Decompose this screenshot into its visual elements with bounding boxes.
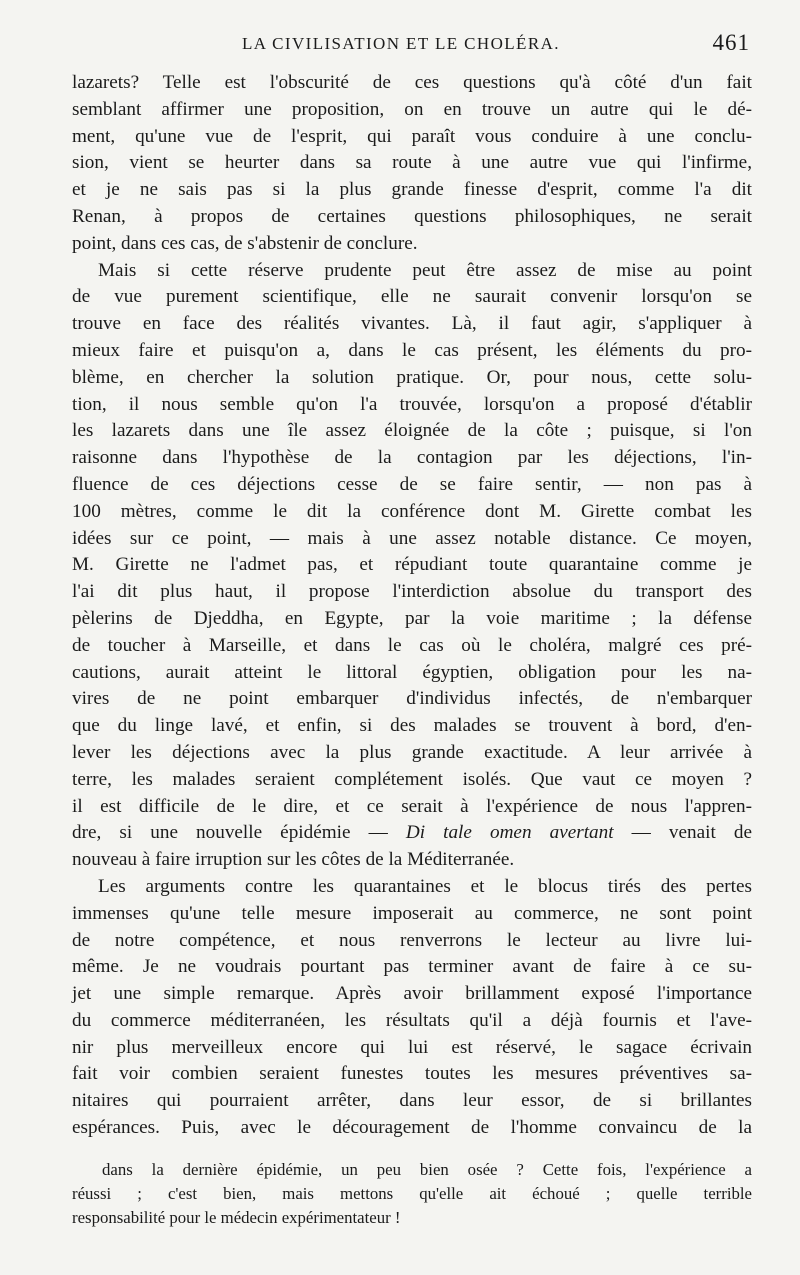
text-line: blème, en chercher la solution pratique. Or, pour nous, cette solu- xyxy=(72,366,752,388)
text-line: sion, vient se heurter dans sa route à une autre vue qui l'infirme, xyxy=(72,152,752,174)
text-line: même. Je ne voudrais pourtant pas terminer avant de faire à ce su- xyxy=(72,956,752,978)
text-line: 100 mètres, comme le dit la conférence dont M. Girette combat les xyxy=(72,500,752,522)
footnote-line: dans la dernière épidémie, un peu bien osée ? Cette fois, l'expérience a xyxy=(102,1160,752,1179)
text-line: que du linge lavé, et enfin, si des malades se trouvent à bord, d'en- xyxy=(72,715,752,737)
text-line: fait voir combien seraient funestes toutes les mesures préventives sa- xyxy=(72,1063,752,1085)
text-line: ment, qu'une vue de l'esprit, qui paraît vous conduire à une conclu- xyxy=(72,125,752,147)
text-line: les lazarets dans une île assez éloignée de la côte ; puisque, si l'on xyxy=(72,420,752,442)
text-line: terre, les malades seraient complétement isolés. Que vaut ce moyen ? xyxy=(72,768,752,790)
latin-phrase: Di tale omen avertant xyxy=(405,822,614,844)
text-line: de vue purement scientifique, elle ne saurait convenir lorsqu'on se xyxy=(72,286,752,308)
text-line: semblant affirmer une proposition, on en trouve un autre qui le dé- xyxy=(72,98,752,120)
text-line: Mais si cette réserve prudente peut être assez de mise au point xyxy=(98,259,752,281)
text-line: fluence de ces déjections cesse de se faire sentir, — non pas à xyxy=(72,473,752,495)
text-line: nir plus merveilleux encore qui lui est réservé, le sagace écrivain xyxy=(72,1036,752,1058)
text-line: raisonne dans l'hypothèse de la contagion par les déjections, l'in- xyxy=(72,447,752,469)
text-line: espérances. Puis, avec le découragement de l'homme convaincu de la xyxy=(72,1117,752,1139)
footnote xyxy=(72,1158,752,1230)
text-line: cautions, aurait atteint le littoral égyptien, obligation pour les na- xyxy=(72,661,752,683)
text-line: dre, si une nouvelle épidémie — Di tale omen avertant — venait de xyxy=(72,822,752,844)
text-line: il est difficile de le dire, et ce serait à l'expérience de nous l'appren- xyxy=(72,795,752,817)
footnote-line: réussi ; c'est bien, mais mettons qu'elle ait échoué ; quelle terrible xyxy=(72,1184,752,1203)
text-line: Renan, à propos de certaines questions philosophiques, ne serait xyxy=(72,205,752,227)
text-line: de toucher à Marseille, et dans le cas où le choléra, malgré ces pré- xyxy=(72,634,752,656)
text-line: tion, il nous semble qu'on l'a trouvée, lorsqu'on a proposé d'établir xyxy=(72,393,752,415)
text-line: et je ne sais pas si la plus grande finesse d'esprit, comme l'a dit xyxy=(72,179,752,201)
text-line: immenses qu'une telle mesure imposerait au commerce, ne sont point xyxy=(72,902,752,924)
text-line: point, dans ces cas, de s'abstenir de conclure. xyxy=(72,232,418,254)
text-line: de notre compétence, et nous renverrons le lecteur au livre lui- xyxy=(72,929,752,951)
text-line: idées sur ce point, — mais à une assez notable distance. Ce moyen, xyxy=(72,527,752,549)
text-line: M. Girette ne l'admet pas, et répudiant toute quarantaine comme je xyxy=(72,554,752,576)
footnote-line: responsabilité pour le médecin expérimentateur ! xyxy=(72,1208,401,1227)
text-line: du commerce méditerranéen, les résultats qu'il a déjà fournis et l'ave- xyxy=(72,1009,752,1031)
text-line: nouveau à faire irruption sur les côtes de la Méditerranée. xyxy=(72,849,515,871)
body-text xyxy=(72,70,752,1142)
running-title: LA CIVILISATION ET LE CHOLÉRA. xyxy=(242,34,560,53)
page-number: 461 xyxy=(712,30,750,55)
text-line: lazarets? Telle est l'obscurité de ces questions qu'à côté d'un fait xyxy=(72,72,752,93)
text-line: trouve en face des réalités vivantes. Là, il faut agir, s'appliquer à xyxy=(72,313,752,335)
text-line: jet une simple remarque. Après avoir brillamment exposé l'importance xyxy=(72,983,752,1005)
text-line: nitaires qui pourraient arrêter, dans leur essor, de si brillantes xyxy=(72,1090,752,1112)
page-header xyxy=(72,30,752,64)
text-line: lever les déjections avec la plus grande exactitude. A leur arrivée à xyxy=(72,741,752,763)
text-line: vires de ne point embarquer d'individus infectés, de n'embarquer xyxy=(72,688,752,710)
text-line: l'ai dit plus haut, il propose l'interdiction absolue du transport des xyxy=(72,581,752,603)
text-line: Les arguments contre les quarantaines et le blocus tirés des pertes xyxy=(98,875,752,897)
text-line: pèlerins de Djeddha, en Egypte, par la voie maritime ; la défense xyxy=(72,607,752,629)
text-line: mieux faire et puisqu'on a, dans le cas présent, les éléments du pro- xyxy=(72,339,752,361)
